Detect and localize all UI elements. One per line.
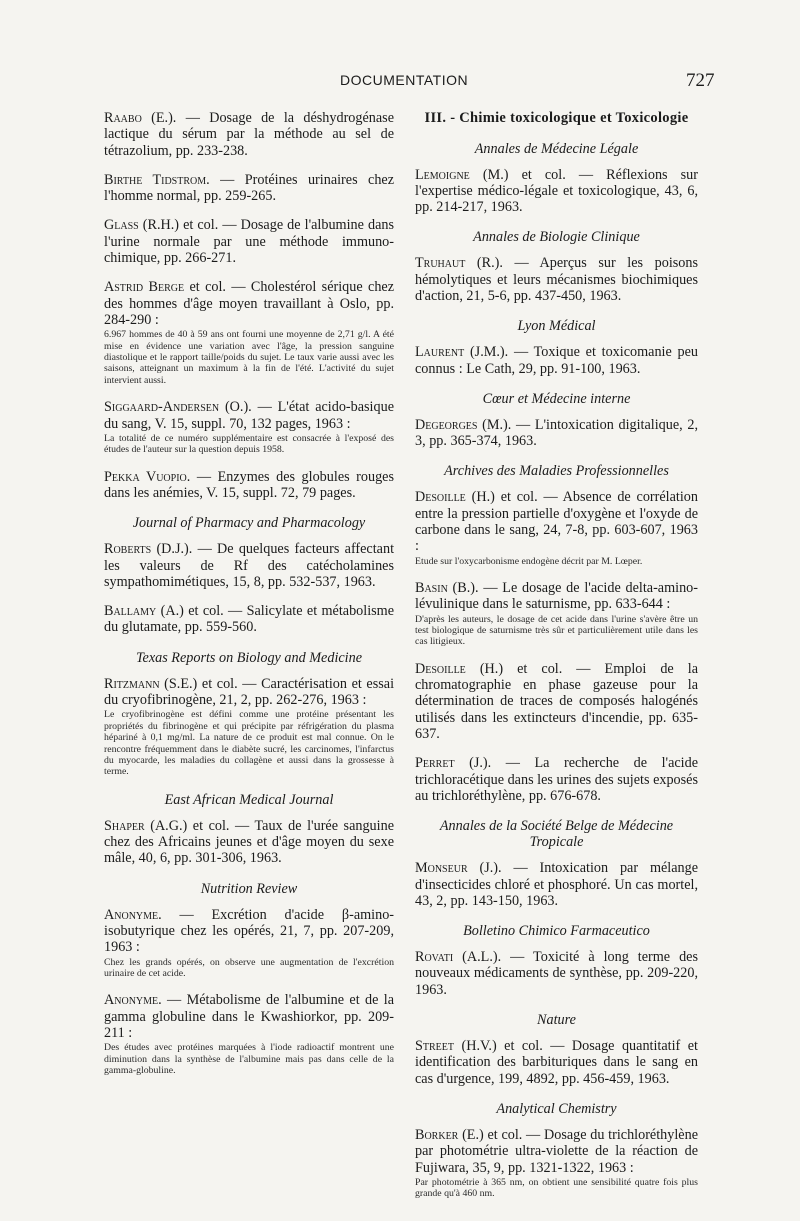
entry-citation (415, 344, 698, 377)
journal-heading: Analytical Chemistry (496, 1100, 617, 1117)
bibliography-entry (415, 755, 698, 804)
entry-citation (415, 580, 698, 613)
entry-text: et col. — Taux de l'urée sanguine chez des Africains jeunes et d'âge moyen du sexe mâle, 40, 6, pp. 301-306, 1963. (104, 817, 394, 867)
entry-text: — Métabolisme de l'albumine et de la gamma globuline dans le Kwashiorkor, pp. 209-211 : (104, 992, 394, 1041)
entry-text: — Protéines urinaires chez l'homme normal, pp. 259-265. (104, 171, 395, 205)
entry-citation (104, 399, 394, 432)
bibliography-entry (104, 399, 394, 455)
entry-citation (104, 110, 394, 159)
entry-text: et col. — Dosage du trichloréthylène par photométrie ultra-violette de la réaction de Fujiwara, 35, 9, pp. 1321-1322, 1963 : (415, 1126, 698, 1176)
bibliography-entry (415, 580, 698, 648)
journal-heading: Cœur et Médecine interne (482, 390, 631, 407)
entry-citation (104, 541, 394, 590)
entry-citation (415, 1127, 698, 1176)
entry-author: Rovati (A.L.). (415, 949, 502, 966)
bibliography-entry (104, 992, 394, 1076)
entry-author: Ritzmann (S.E.) (104, 675, 198, 692)
entry-author: Birthe Tidstrom. (104, 171, 210, 188)
bibliography-entry (104, 110, 394, 159)
bibliography-entry (104, 217, 394, 266)
bibliography-entry (415, 489, 698, 567)
entry-author: Raabo (E.). (104, 110, 177, 126)
entry-author: Anonyme. (104, 992, 162, 1009)
entry-text: — Dosage de la déshydrogénase lactique du sérum par la méthode au sel de tétrazolium, pp. 233-238. (104, 110, 394, 159)
entry-citation (104, 907, 394, 956)
entry-author: Basin (B.). (415, 580, 479, 597)
entry-note: Par photométrie à 365 nm, on obtient une sensibilité quatre fois plus grande qu'à 460 nm. (415, 1176, 698, 1200)
page-header (0, 70, 800, 94)
journal-heading: Annales de Biologie Clinique (473, 229, 640, 246)
entry-author: Street (H.V.) (415, 1038, 497, 1055)
entry-citation (104, 217, 394, 266)
entry-citation (104, 279, 394, 328)
entry-author: Roberts (D.J.). (104, 541, 193, 558)
bibliography-entry (104, 172, 394, 205)
bibliography-entry (415, 255, 698, 304)
journal-heading: Bolletino Chimico Farmaceutico (463, 923, 650, 940)
entry-text: — Enzymes des globules rouges dans les anémies, V. 15, suppl. 72, 79 pages. (104, 468, 394, 501)
entry-text: — L'état acido-basique du sang, V. 15, suppl. 70, 132 pages, 1963 : (104, 399, 394, 432)
bibliography-entry (104, 603, 394, 636)
entry-citation (104, 172, 394, 205)
entry-citation (415, 860, 698, 909)
entry-text: et col. — Salicylate et métabolisme du glutamate, pp. 559-560. (104, 603, 395, 636)
left-column (104, 110, 394, 1090)
entry-citation (415, 1038, 698, 1087)
entry-author: Siggaard-Andersen (O.). (104, 399, 252, 416)
entry-author: Monseur (J.). (415, 860, 502, 877)
entry-text: et col. — Dosage quantitatif et identification des barbituriques dans le sang en cas d'urgence, 199, 4892, pp. 456-459, 1963. (415, 1038, 698, 1087)
entry-note: Le cryofibrinogène est défini comme une protéine présentant les propriétés du fibrinogène et qui précipite par réfrigération du plasma hépariné à 0,1 mg/ml. La nature de ce produit est mal connue. On le rencontre fréquemment dans le diabète sucré, les carcinomes, l'infarctus du myocarde, les maladies du collagène et aussi dans la grossesse à terme. (104, 709, 394, 778)
entry-text: — Toxicité à long terme des nouveaux médicaments de synthèse, pp. 209-220, 1963. (415, 949, 698, 998)
journal-heading: Nutrition Review (200, 880, 298, 897)
bibliography-entry (104, 469, 394, 502)
entry-citation (415, 417, 698, 450)
bibliography-entry (104, 676, 394, 778)
entry-text: — Intoxication par mélange d'insecticides chloré et phosphoré. Un cas mortel, 43, 2, pp. 143-150, 1963. (415, 860, 699, 909)
entry-citation (415, 755, 698, 804)
entry-author: Lemoigne (M.) (415, 166, 509, 183)
entry-author: Glass (R.H.) (104, 217, 180, 234)
entry-citation (104, 603, 394, 636)
bibliography-entry (415, 417, 698, 450)
entry-note: 6.967 hommes de 40 à 59 ans ont fourni une moyenne de 2,71 g/l. A été mise en évidence une variation avec l'âge, la pression sanguine diastolique et le rapport taille/poids du sujet. Le taux varie aussi avec les saisons, atteignant un maximum à la fin de l'été. L'activité du sujet intervient aussi. (104, 329, 394, 386)
entry-text: — Toxique et toxicomanie peu connus : Le Cath, 29, pp. 91-100, 1963. (415, 344, 699, 377)
bibliography-entry (415, 167, 698, 216)
running-head: DOCUMENTATION (340, 72, 469, 88)
journal-heading: Texas Reports on Biology and Medicine (135, 649, 363, 666)
bibliography-entry (415, 661, 698, 742)
bibliography-entry (104, 279, 394, 386)
section-title: III. - Chimie toxicologique et Toxicologie (424, 110, 689, 126)
entry-text: et col. — Caractérisation et essai du cryofibrinogène, 21, 2, pp. 262-276, 1963 : (104, 675, 395, 709)
entry-author: Truhaut (R.). (415, 255, 503, 272)
entry-author: Ballamy (A.) (104, 603, 184, 620)
entry-note: D'après les auteurs, le dosage de cet acide dans l'urine s'avère être un test biologique de saturnisme très sûr et particulièrement utile dans les cas litigieux. (415, 613, 698, 648)
journal-heading: Nature (537, 1012, 576, 1029)
bibliography-entry (415, 949, 698, 998)
entry-citation (415, 949, 698, 998)
entry-note: Chez les grands opérés, on observe une augmentation de l'excrétion urinaire de cet acide. (104, 956, 394, 979)
entry-author: Pekka Vuopio. (104, 468, 191, 485)
entry-text: et col. — Absence de corrélation entre la pression partielle d'oxygène et l'oxyde de carbone dans le sang, 24, 7-8, pp. 603-607, 1963 : (415, 489, 698, 555)
entry-author: Desoille (H.) (415, 660, 504, 677)
bibliography-entry (104, 541, 394, 590)
entry-author: Anonyme. (104, 906, 162, 923)
bibliography-entry (104, 907, 394, 980)
entry-text: — De quelques facteurs affectant les valeurs de Rf des catécholamines sympathomimétiques, 15, 8, pp. 532-537, 1963. (104, 541, 395, 590)
entry-citation (415, 255, 698, 304)
entry-citation (415, 167, 698, 216)
entry-text: — Aperçus sur les poisons hémolytiques et leurs mécanismes biochimiques d'action, 21, 5-6, pp. 437-450, 1963. (415, 255, 699, 304)
entry-note: La totalité de ce numéro supplémentaire est consacrée à l'exposé des études de l'auteur sur la question depuis 1958. (104, 432, 394, 456)
entry-text: et col. — Emploi de la chromatographie en phase gazeuse pour la détermination de traces de composés halogénés utilisés dans les extincteurs d'incendie, pp. 635-637. (415, 660, 699, 743)
entry-text: — La recherche de l'acide trichloracétique dans les urines des sujets exposés au trichloréthylène, pp. 676-678. (415, 755, 698, 804)
journal-heading: Lyon Médical (517, 318, 596, 335)
bibliography-entry (415, 1038, 698, 1087)
journal-heading: East African Medical Journal (164, 791, 334, 808)
entry-text: — Le dosage de l'acide delta-amino-lévulinique dans le saturnisme, pp. 633-644 : (415, 580, 698, 613)
entry-author: Borker (E.) (415, 1126, 484, 1143)
entry-citation (415, 661, 698, 742)
entry-citation (415, 489, 698, 554)
entry-text: et col. — Dosage de l'albumine dans l'urine normale par une méthode immuno-chimique, pp. 266-271. (104, 217, 394, 267)
entry-author: Desoille (H.) (415, 489, 495, 506)
entry-author: Laurent (J.M.). (415, 344, 509, 361)
entry-note: Etude sur l'oxycarbonisme endogène décrit par M. Lœper. (415, 555, 643, 567)
bibliography-entry (415, 1127, 698, 1200)
entry-author: Degeorges (M.). (415, 416, 512, 433)
entry-text: — L'intoxication digitalique, 2, 3, pp. 365-374, 1963. (415, 416, 698, 450)
journal-heading: Annales de Médecine Légale (474, 140, 639, 157)
entry-text: et col. — Cholestérol sérique chez des hommes d'âge moyen travaillant à Oslo, pp. 284-290 : (104, 279, 395, 328)
entry-citation (104, 818, 394, 867)
entry-note: Des études avec protéines marquées à l'iode radioactif montrent une diminution dans la synthèse de l'albumine mais pas dans celle de la gamma-globuline. (104, 1042, 394, 1077)
journal-heading: Annales de la Société Belge de Médecine Tropicale (439, 818, 674, 851)
entry-author: Shaper (A.G.) (104, 817, 188, 834)
entry-citation (104, 469, 394, 502)
bibliography-entry (415, 344, 698, 377)
journal-heading: Archives des Maladies Professionnelles (444, 463, 669, 480)
right-column (415, 110, 698, 1213)
entry-citation (104, 676, 394, 709)
page-number: 727 (686, 70, 715, 91)
journal-heading: Journal of Pharmacy and Pharmacology (132, 515, 366, 532)
entry-citation (104, 992, 394, 1041)
entry-author: Perret (J.). (415, 755, 492, 772)
entry-text: — Excrétion d'acide β-amino-isobutyrique chez les opérés, 21, 7, pp. 207-209, 1963 : (104, 906, 395, 956)
entry-text: et col. — Réflexions sur l'expertise médico-légale et toxicologique, 43, 6, pp. 214-217, 1963. (415, 166, 698, 216)
bibliography-entry (415, 860, 698, 909)
bibliography-entry (104, 818, 394, 867)
entry-author: Astrid Berge (104, 279, 185, 296)
